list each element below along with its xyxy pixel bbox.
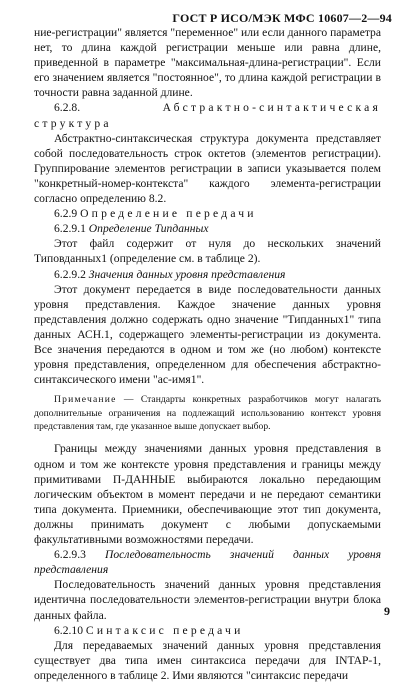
section-number: 6.2.10	[54, 623, 83, 637]
paragraph: Абстрактно-синтаксическая структура документа представляет собой последовательность строк октетов (элементов регистрации). Группирование элементов регистрации в записи указывается полем "конкретный-номер-контекста" каждого элемента-регистрации согласно определению 8.2.	[34, 131, 381, 206]
page-header: ГОСТ Р ИСО/МЭК МФС 10607—2—94	[172, 11, 392, 25]
section-number: 6.2.9.2	[54, 267, 86, 281]
note	[34, 393, 381, 433]
paragraph: Для передаваемых значений данных уровня представления существует два типа имен синтаксиса передачи для INTAP-1, определенного в таблице 2. Ими являются "синтаксис передачи	[34, 638, 381, 682]
section-title: Определение Типданных	[88, 222, 209, 236]
paragraph: ние-регистрации" является "переменное" или если данного параметра нет, то длина каждой регистрации меньше или равна длине, приведенной в параметре "максимальная-длина-регистрации". Если его значением является "постоянное", то длина каждой регистрации в точности равна заданной длине.	[34, 26, 381, 100]
section-heading	[34, 206, 381, 221]
section-number: 6.2.8.	[54, 101, 81, 115]
section-title: Определение передачи	[80, 207, 257, 221]
section-title: Значения данных уровня представления	[88, 267, 286, 281]
section-title: Абстрактно-синтактическая структура	[34, 101, 381, 130]
paragraph: Последовательность значений данных уровня представления идентична последовательности элементов-регистрации внутри блока данных файла.	[34, 578, 381, 622]
section-title: Синтаксис передачи	[85, 623, 244, 637]
note-label: Примечание	[54, 394, 117, 406]
section-heading	[34, 547, 381, 577]
section-number: 6.2.9	[54, 207, 78, 221]
paragraph: Этот файл содержит от нуля до нескольких значений Типовданных1 (определение см. в таблице 2).	[34, 237, 381, 266]
paragraph: Границы между значениями данных уровня представления в одном и том же контексте уровня представления и границы между примитивами П-ДАННЫЕ выбираются локально передающим логическим объектом в момент передачи и не передают семантики типа документа. Приемники, обеспечивающие этот тип документа, должны принимать документ с любыми допускаемыми факультативными возможностями передачи.	[34, 442, 381, 547]
document-body	[34, 25, 381, 683]
page-number: 9	[384, 604, 390, 618]
section-number: 6.2.9.1	[54, 222, 86, 236]
section-heading	[34, 267, 381, 282]
paragraph: Этот документ передается в виде последовательности данных уровня представления. Каждое значение данных уровня представления должно содержать одно значение "Типданных1" типа данных АСН.1, содержащего элементы-регистрации из документа. Все значения передаются в одном и том же (но любом) контексте уровня представления, определенном для обеспечения абстрактно-синтаксического имени "ас-имя1".	[34, 282, 381, 387]
section-title: Последовательность значений данных уровня представления	[34, 548, 381, 577]
note-text: — Стандарты конкретных разработчиков могут налагать дополнительные ограничения на подлежащий использованию контекст уровня представления там, где указанное выше допускает выбор.	[34, 394, 381, 433]
section-heading	[34, 623, 381, 638]
section-heading	[34, 221, 381, 236]
section-number: 6.2.9.3	[54, 548, 86, 562]
section-heading	[34, 100, 381, 130]
